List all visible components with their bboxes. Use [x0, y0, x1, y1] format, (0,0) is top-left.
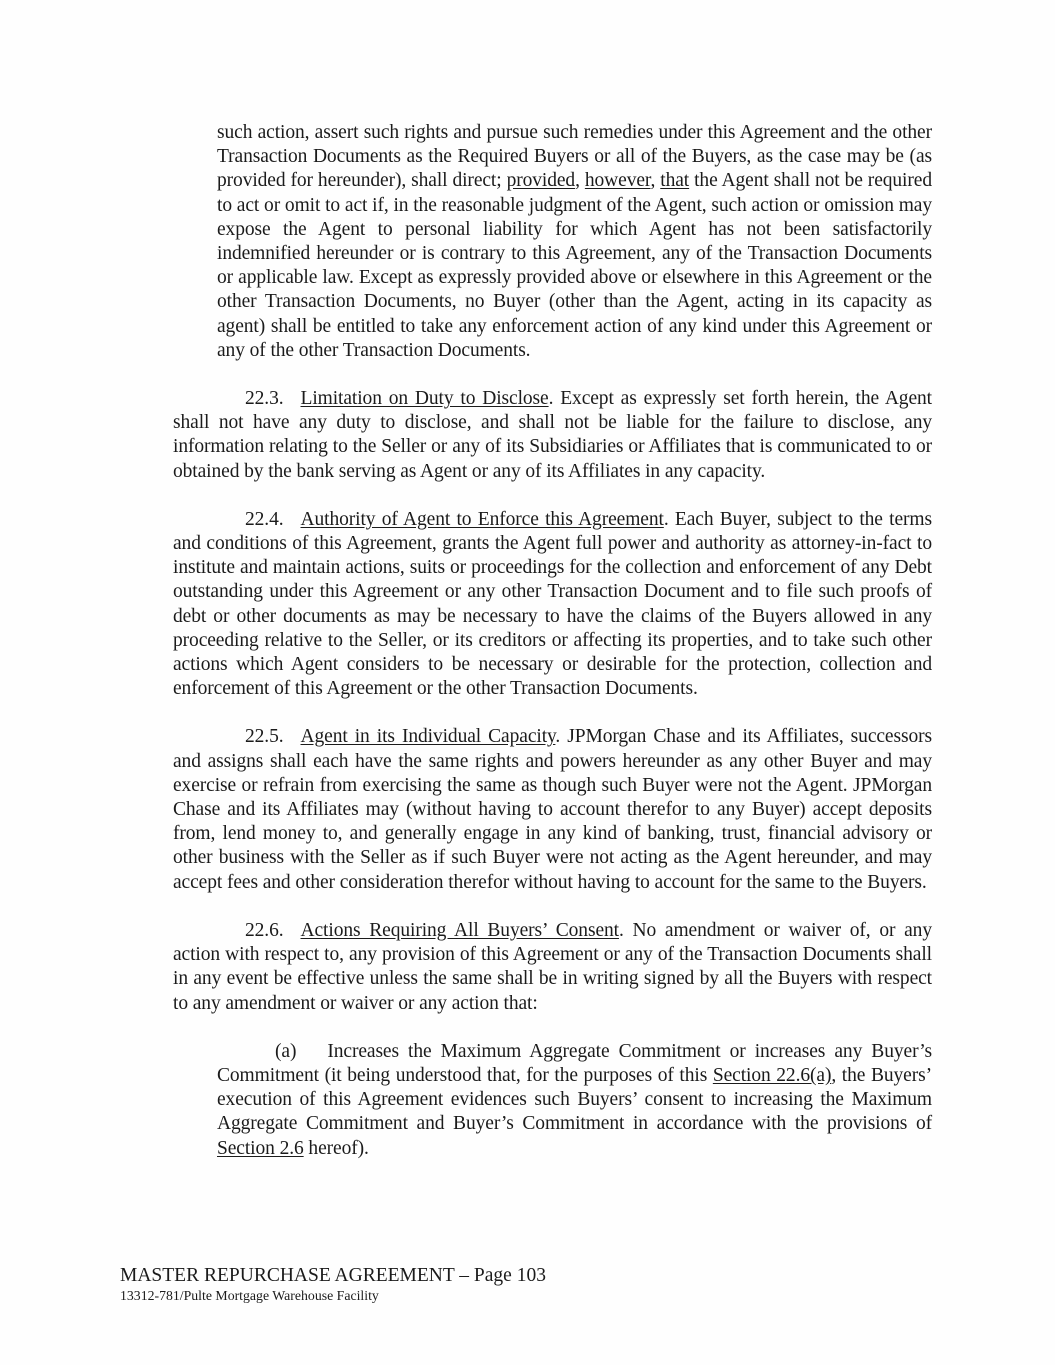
- section-number: 22.3.: [245, 388, 284, 410]
- underlined-term-that: that: [660, 170, 690, 192]
- paragraph-run: ,: [650, 170, 661, 192]
- section-22-4: [173, 508, 932, 702]
- paragraph-continuation: [217, 121, 932, 363]
- underlined-term-however: however: [584, 170, 651, 192]
- paragraph-run: hereof).: [303, 1137, 369, 1159]
- footer-document-title-page-number: MASTER REPURCHASE AGREEMENT – Page 103: [120, 1265, 546, 1286]
- paragraph-run: ,: [575, 170, 585, 192]
- section-number: 22.4.: [245, 508, 284, 530]
- underlined-term-provided: provided: [506, 170, 576, 192]
- paragraph-run: , the Buyers’ execution of this Agreement evidences such Buyers’ consent to increasing the Maximum Aggregate Commitment and Buyer’s Commitment in accordance with the provisions of: [217, 1064, 932, 1135]
- page-footer: [120, 1264, 546, 1305]
- paragraph-run: the Agent shall not be required to act or omit to act if, in the reasonable judgment of the Agent, such action or omission may expose the Agent to personal liability for which Agent has not been satisfactorily indemnified hereunder or is contrary to this Agreement, any of the Transaction Documents or applicable law. Except as expressly provided above or elsewhere in this Agreement or the other Transaction Documents, no Buyer (other than the Agent, acting in its capacity as agent) shall be entitled to take any enforcement action of any kind under this Agreement or any of the other Transaction Documents.: [217, 170, 932, 361]
- section-heading: Actions Requiring All Buyers’ Consent: [300, 919, 619, 941]
- footer-document-id: 13312-781/Pulte Mortgage Warehouse Facility: [120, 1288, 379, 1303]
- cross-reference-section-22-6-a: Section 22.6(a): [712, 1064, 832, 1086]
- paragraph-run: Increases the Maximum Aggregate Commitment or increases any Buyer’s Commitment (it being understood that, for the purposes of this: [217, 1040, 932, 1086]
- paragraph-run: such action, assert such rights and pursue such remedies under this Agreement and the other Transaction Documents as the Required Buyers or all of the Buyers, as the case may be (as provided for hereunder), shall direct;: [217, 122, 932, 192]
- document-body: [173, 121, 932, 1161]
- section-22-3: [173, 387, 932, 484]
- section-heading: Limitation on Duty to Disclose: [300, 388, 549, 410]
- section-body: . Each Buyer, subject to the terms and conditions of this Agreement, grants the Agent full power and authority as attorney-in-fact to institute and maintain actions, suits or proceedings for the collection and enforcement of any Debt outstanding under this Agreement or any other Transaction Document and to file such proofs of debt or other documents as may be necessary to have the claims of the Buyers allowed in any proceeding relative to the Seller, or its creditors or affecting its properties, and to take such other actions which Agent considers to be necessary or desirable for the protection, collection and enforcement of this Agreement or the other Transaction Documents.: [173, 508, 932, 700]
- section-number: 22.6.: [245, 919, 284, 941]
- subitem-label: (a): [275, 1040, 297, 1062]
- section-heading: Agent in its Individual Capacity: [300, 726, 556, 748]
- section-22-6: [173, 919, 932, 1016]
- section-number: 22.5.: [245, 726, 284, 748]
- section-body: . Except as expressly set forth herein, the Agent shall not have any duty to disclose, and shall not be liable for the failure to disclose, any information relating to the Seller or any of its Subsidiaries or Affiliates that is communicated to or obtained by the bank serving as Agent or any of its Affiliates in any capacity.: [173, 388, 932, 482]
- section-body: . JPMorgan Chase and its Affiliates, successors and assigns shall each have the same rights and powers hereunder as any other Buyer and may exercise or refrain from exercising the same as though such Buyer were not the Agent. JPMorgan Chase and its Affiliates may (without having to account therefor to any Buyer) accept deposits from, lend money to, and generally engage in any kind of banking, trust, financial advisory or other business with the Seller as if such Buyer were not acting as the Agent hereunder, and may accept fees and other consideration therefor without having to account for the same to the Buyers.: [173, 726, 932, 893]
- section-body: . No amendment or waiver of, or any action with respect to, any provision of this Agreement or any of the Transaction Documents shall in any event be effective unless the same shall be in writing signed by all the Buyers with respect to any amendment or waiver or any action that:: [173, 919, 932, 1014]
- section-heading: Authority of Agent to Enforce this Agreement: [300, 508, 664, 530]
- cross-reference-section-2-6: Section 2.6: [217, 1137, 304, 1159]
- subitem-a: [217, 1040, 932, 1161]
- section-22-5: [173, 725, 932, 894]
